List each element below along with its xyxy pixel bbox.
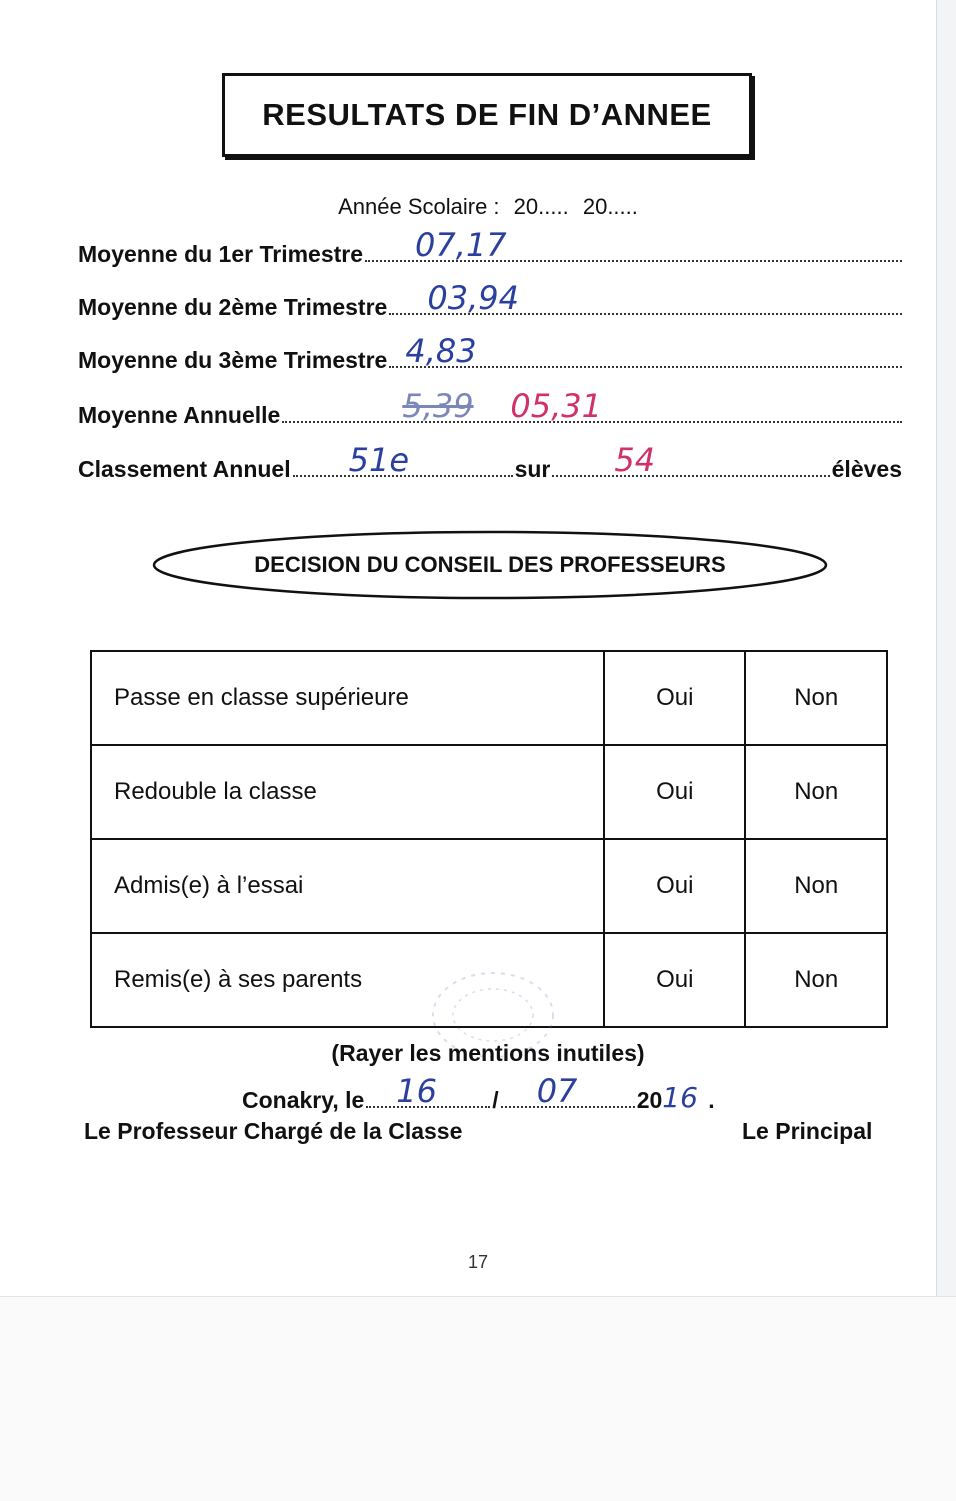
- date-line: [242, 1072, 715, 1114]
- decision-label: Redouble la classe: [91, 745, 604, 839]
- average-label: Moyenne du 2ème Trimestre: [78, 294, 388, 320]
- school-year-label: Année Scolaire :: [338, 194, 500, 219]
- average-row-t1: [78, 226, 902, 268]
- decision-heading-oval: [150, 528, 830, 602]
- principal-signature-label: Le Principal: [742, 1118, 873, 1144]
- handwritten-value: 4,83: [405, 332, 477, 370]
- strike-instruction: (Rayer les mentions inutiles): [331, 1040, 645, 1066]
- average-row-t2: [78, 279, 902, 321]
- year-suffix-slot: [662, 1080, 708, 1114]
- average-label: Moyenne Annuelle: [78, 402, 281, 428]
- year-prefix: 20: [636, 1087, 663, 1113]
- page-number: 17: [467, 1252, 489, 1272]
- decision-label: Admis(e) à l’essai: [91, 839, 604, 933]
- fill-line: [293, 441, 513, 479]
- date-separator: /: [492, 1087, 499, 1113]
- fill-line: [282, 387, 902, 425]
- average-label: Moyenne du 3ème Trimestre: [78, 347, 388, 373]
- handwritten-year: 16: [662, 1081, 698, 1114]
- option-oui: Oui: [604, 839, 745, 933]
- average-row-annual: [78, 387, 902, 429]
- option-oui: Oui: [604, 933, 745, 1027]
- table-row: [91, 651, 887, 745]
- handwritten-day: 16: [396, 1072, 438, 1110]
- average-row-t3: [78, 332, 902, 374]
- crossed-out-value: 5,39: [402, 387, 474, 425]
- handwritten-total: 54: [614, 441, 656, 479]
- sur-label: sur: [514, 456, 551, 482]
- title-box: [222, 73, 752, 157]
- year-dot: .: [708, 1087, 715, 1113]
- decision-label: Remis(e) à ses parents: [91, 933, 604, 1027]
- scan-background: [0, 1296, 956, 1501]
- school-year-to: 20.....: [582, 194, 638, 219]
- fill-line: [366, 1072, 490, 1110]
- ranking-row: [78, 441, 902, 483]
- handwritten-value: 07,17: [415, 226, 507, 264]
- average-label: Moyenne du 1er Trimestre: [78, 241, 364, 267]
- option-non: Non: [745, 651, 887, 745]
- table-row: [91, 839, 887, 933]
- table-row: [91, 745, 887, 839]
- option-non: Non: [745, 933, 887, 1027]
- fill-line: [552, 441, 829, 479]
- fill-line: [389, 332, 902, 370]
- eleves-label: élèves: [831, 456, 902, 482]
- ranking-label: Classement Annuel: [78, 456, 291, 482]
- decision-heading: DECISION DU CONSEIL DES PROFESSEURS: [254, 552, 726, 577]
- page-title: RESULTATS DE FIN D’ANNEE: [262, 97, 712, 132]
- handwritten-value: 05,31: [510, 387, 602, 425]
- option-non: Non: [745, 839, 887, 933]
- place-label: Conakry, le: [242, 1087, 365, 1113]
- fill-line: [389, 279, 902, 317]
- option-oui: Oui: [604, 745, 745, 839]
- fill-line: [501, 1072, 635, 1110]
- school-year-line: [0, 194, 956, 220]
- teacher-signature-label: Le Professeur Chargé de la Classe: [84, 1118, 463, 1144]
- decision-label: Passe en classe supérieure: [91, 651, 604, 745]
- handwritten-rank: 51e: [348, 441, 409, 479]
- option-oui: Oui: [604, 651, 745, 745]
- school-year-from: 20.....: [513, 194, 569, 219]
- handwritten-value: 03,94: [427, 279, 519, 317]
- handwritten-month: 07: [536, 1072, 578, 1110]
- option-non: Non: [745, 745, 887, 839]
- fill-line: [365, 226, 902, 264]
